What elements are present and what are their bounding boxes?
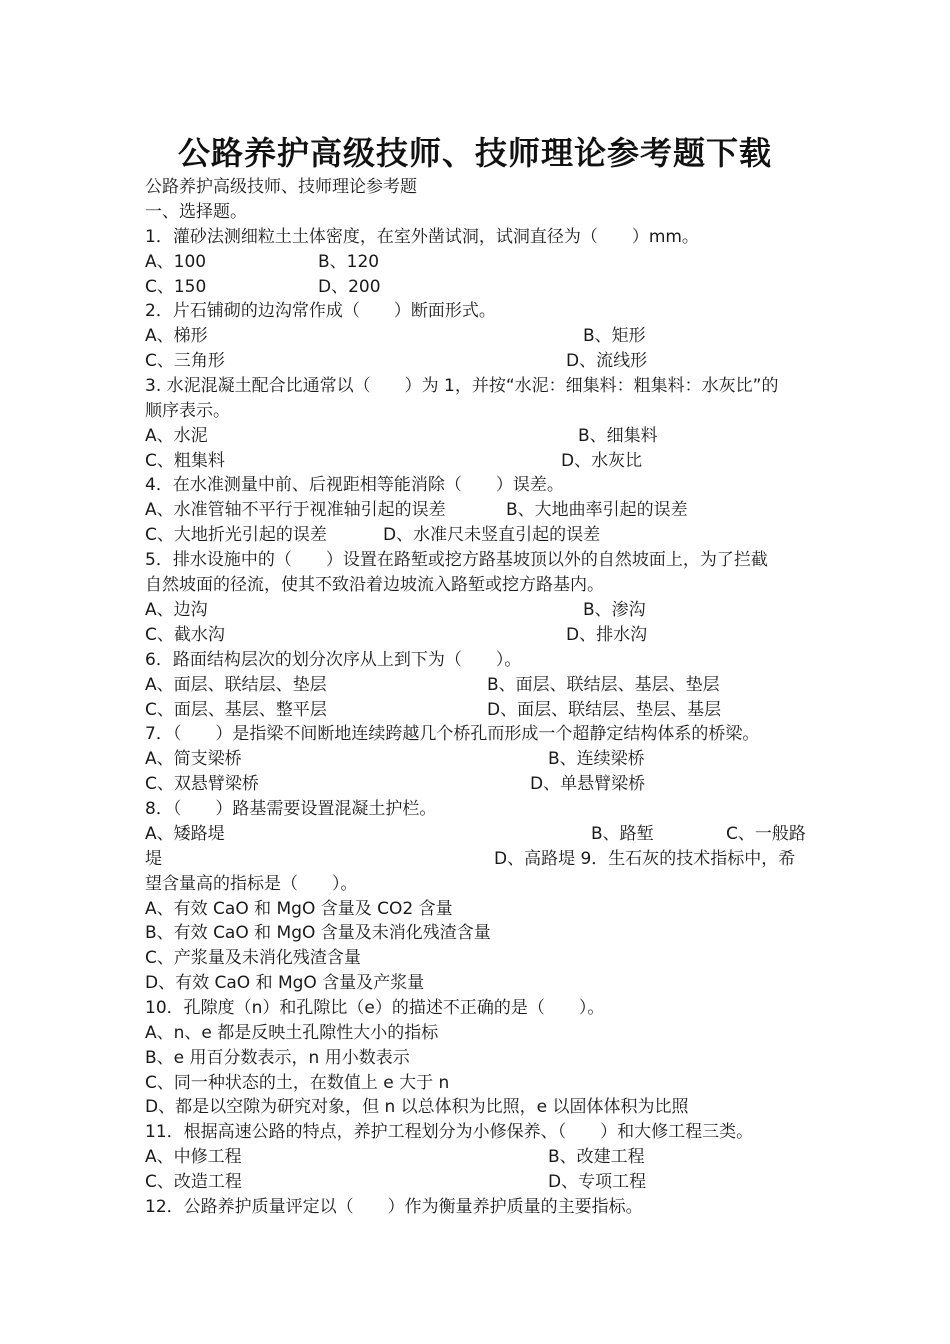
q9-option-b: B、有效 CaO 和 MgO 含量及未消化残渣含量 <box>145 923 491 943</box>
q6-option-c: C、面层、基层、整平层 <box>145 700 327 720</box>
question-11: 11．根据高速公路的特点，养护工程划分为小修保养、（ ）和大修工程三类。 <box>145 1122 754 1142</box>
q2-option-a: A、梯形 <box>145 326 208 346</box>
q11-option-b: B、改建工程 <box>548 1147 645 1167</box>
subtitle: 公路养护高级技师、技师理论参考题 <box>145 177 417 197</box>
question-6: 6．路面结构层次的划分次序从上到下为（ ）。 <box>145 650 522 670</box>
q5-option-a: A、边沟 <box>145 600 208 620</box>
q7-option-c: C、双悬臂梁桥 <box>145 774 259 794</box>
q4-option-c: C、大地折光引起的误差 <box>145 525 327 545</box>
q4-option-d: D、水准尺未竖直引起的误差 <box>383 525 601 545</box>
q3-option-d: D、水灰比 <box>561 451 643 471</box>
q1-option-a: A、100 <box>145 252 207 272</box>
q1-option-d: D、200 <box>318 277 381 297</box>
question-1: 1．灌砂法测细粒土土体密度，在室外凿试洞，试洞直径为（ ）mm。 <box>145 227 699 247</box>
q5-option-c: C、截水沟 <box>145 625 225 645</box>
q7-option-d: D、单悬臂梁桥 <box>530 774 646 794</box>
question-2: 2．片石铺砌的边沟常作成（ ）断面形式。 <box>145 301 496 321</box>
q11-option-a: A、中修工程 <box>145 1147 242 1167</box>
q3-option-a: A、水泥 <box>145 426 208 446</box>
question-4: 4．在水准测量中前、后视距相等能消除（ ）误差。 <box>145 475 564 495</box>
q9-option-d: D、有效 CaO 和 MgO 含量及产浆量 <box>145 973 425 993</box>
q10-option-a: A、n、e 都是反映土孔隙性大小的指标 <box>145 1023 439 1043</box>
q10-option-c: C、同一种状态的土，在数值上 e 大于 n <box>145 1073 450 1093</box>
q7-option-b: B、连续梁桥 <box>548 749 645 769</box>
question-12: 12．公路养护质量评定以（ ）作为衡量养护质量的主要指标。 <box>145 1197 643 1217</box>
q2-option-c: C、三角形 <box>145 351 225 371</box>
document-title: 公路养护高级技师、技师理论参考题下载 <box>177 134 772 172</box>
q5-option-d: D、排水沟 <box>566 625 648 645</box>
question-3: 3. 水泥混凝土配合比通常以（ ）为 1，并按“水泥：细集料：粗集料：水灰比”的 <box>145 376 779 396</box>
question-3-cont: 顺序表示。 <box>145 401 230 421</box>
question-10: 10．孔隙度（n）和孔隙比（e）的描述不正确的是（ ）。 <box>145 998 605 1018</box>
q8-option-b: B、路堑 <box>591 824 654 844</box>
q8-option-a: A、矮路堤 <box>145 824 225 844</box>
q3-option-b: B、细集料 <box>578 426 658 446</box>
q2-option-b: B、矩形 <box>583 326 646 346</box>
q4-option-b: B、大地曲率引起的误差 <box>506 500 688 520</box>
q9-option-a: A、有效 CaO 和 MgO 含量及 CO2 含量 <box>145 899 453 919</box>
q10-option-d: D、都是以空隙为研究对象，但 n 以总体积为比照，e 以固体体积为比照 <box>145 1097 689 1117</box>
q11-option-c: C、改造工程 <box>145 1172 242 1192</box>
q3-option-c: C、粗集料 <box>145 451 225 471</box>
q8-option-c-wrap: 堤 <box>145 849 162 869</box>
q8-option-c: C、一般路 <box>726 824 806 844</box>
question-9-cont: 望含量高的指标是（ ）。 <box>145 874 358 894</box>
q7-option-a: A、简支梁桥 <box>145 749 242 769</box>
question-8: 8．（ ）路基需要设置混凝土护栏。 <box>145 799 437 819</box>
question-5: 5．排水设施中的（ ）设置在路堑或挖方路基坡顶以外的自然坡面上，为了拦截 <box>145 550 768 570</box>
q6-option-a: A、面层、联结层、垫层 <box>145 675 327 695</box>
q1-option-c: C、150 <box>145 277 207 297</box>
question-5-cont: 自然坡面的径流，使其不致沿着边坡流入路堑或挖方路基内。 <box>145 575 604 595</box>
q6-option-b: B、面层、联结层、基层、垫层 <box>487 675 720 695</box>
q8-option-d: D、高路堤 9．生石灰的技术指标中，希 <box>494 849 796 869</box>
q5-option-b: B、渗沟 <box>583 600 646 620</box>
q10-option-b: B、e 用百分数表示，n 用小数表示 <box>145 1048 410 1068</box>
q11-option-d: D、专项工程 <box>548 1172 647 1192</box>
q1-option-b: B、120 <box>318 252 380 272</box>
section-heading: 一、选择题。 <box>145 202 247 222</box>
question-7: 7．（ ）是指梁不间断地连续跨越几个桥孔而形成一个超静定结构体系的桥梁。 <box>145 724 760 744</box>
q4-option-a: A、水准管轴不平行于视准轴引起的误差 <box>145 500 446 520</box>
q9-option-c: C、产浆量及未消化残渣含量 <box>145 948 361 968</box>
q2-option-d: D、流线形 <box>566 351 648 371</box>
q6-option-d: D、面层、联结层、垫层、基层 <box>487 700 722 720</box>
